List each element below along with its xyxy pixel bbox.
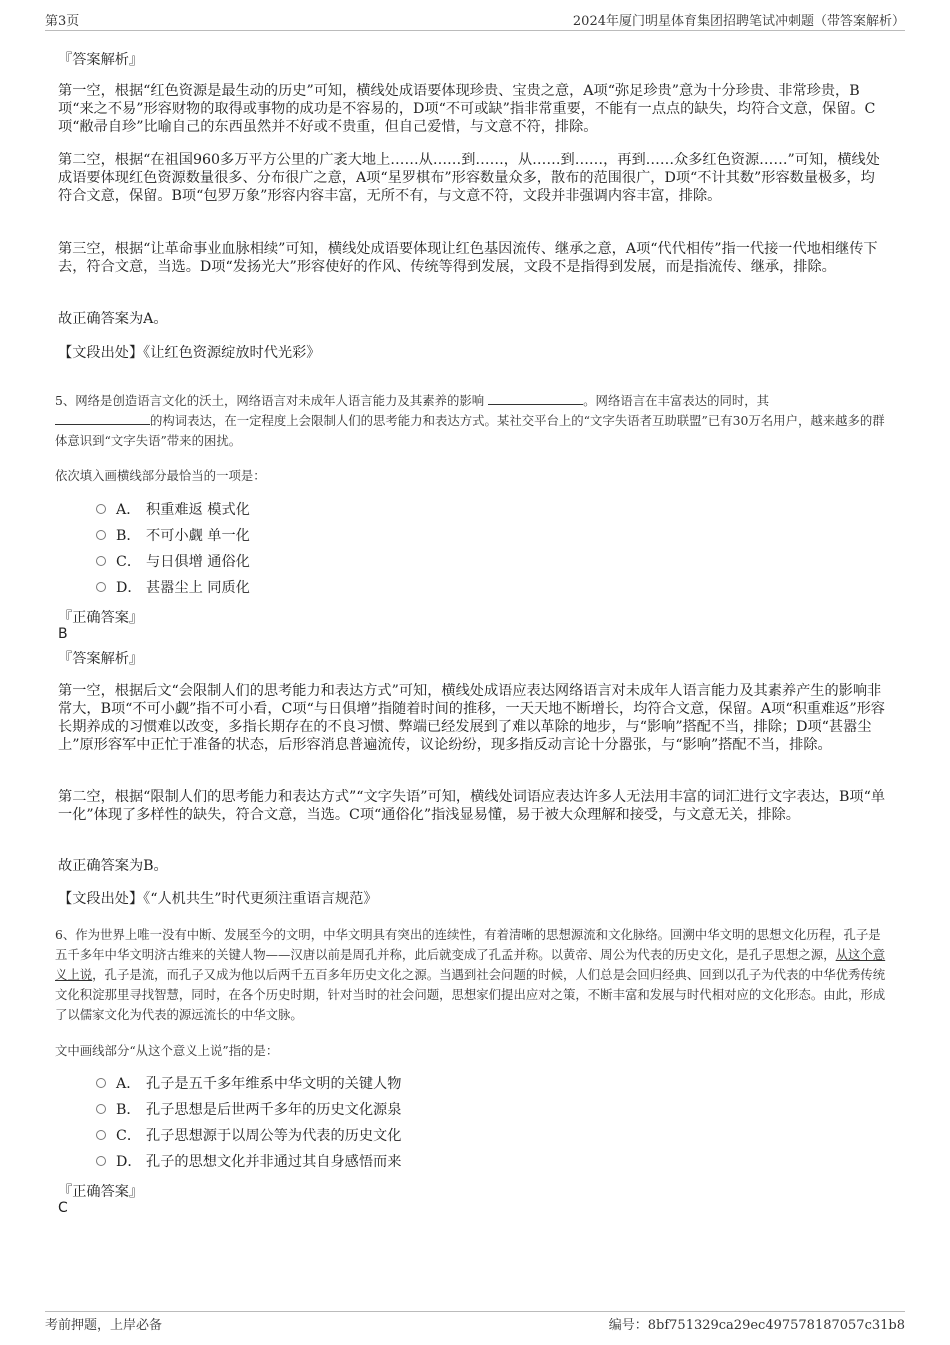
q5-option-b[interactable]: B． 不可小觑 单一化: [96, 527, 250, 545]
q5-correct-label: 『正确答案』: [58, 610, 144, 626]
q4-analysis-p2: 第二空，根据“在祖国960多万平方公里的广袤大地上……从……到……，从……到……，再到……众多红色资源……”可知，横线处成语要体现红色资源数量很多、分布很广之意，A项“星罗棋布”形容数量众多，散布的范围很广，D项“不计其数”形容数量极多，均符合文意，保留。B项“包罗万象”形容内容丰富，无所不有，与文意不符，文段并非强调内容丰富，排除。: [58, 152, 880, 204]
q5-prompt: 依次填入画横线部分最恰当的一项是：: [55, 468, 266, 483]
footer-divider: [45, 1311, 905, 1312]
page-header: [45, 10, 905, 30]
header-divider: [45, 30, 905, 31]
q4-analysis-p3: 第三空，根据“让革命事业血脉相续”可知，横线处成语要体现让红色基因流传、继承之意，A项“代代相传”指一代接一代地相继传下去，符合文意，当选。D项“发扬光大”形容使好的作风、传统等得到发展，文段不是指得到发展，而是指流传、继承，排除。: [58, 241, 878, 275]
q5-blank-2: [55, 412, 150, 425]
q4-analysis-label: 『答案解析』: [58, 52, 144, 68]
q5-analysis-p2: 第二空，根据“限制人们的思考能力和表达方式”“文字失语”可知，横线处词语应表达许多人无法用丰富的词汇进行文字表达，B项“单一化”体现了多样性的缺失，符合文意，当选。C项“通俗化”指浅显易懂，易于被大众理解和接受，与文意无关，排除。: [58, 789, 886, 823]
page-number: 第3页: [45, 14, 80, 29]
q6-option-b[interactable]: B． 孔子思想是后世两千多年的历史文化源泉: [96, 1101, 401, 1119]
document-id: 编号：8bf751329ca29ec497578187057c31b8: [608, 1318, 905, 1333]
radio-icon[interactable]: [96, 1156, 106, 1166]
q5-analysis-label: 『答案解析』: [58, 651, 144, 667]
q6-underlined-phrase: 从这个意义上说: [55, 947, 886, 982]
footer-slogan: 考前押题，上岸必备: [45, 1318, 163, 1333]
q6-correct-label: 『正确答案』: [58, 1184, 144, 1200]
radio-icon[interactable]: [96, 582, 106, 592]
q6-option-a[interactable]: A． 孔子是五千多年维系中华文明的关键人物: [96, 1075, 401, 1093]
radio-icon[interactable]: [96, 1130, 106, 1140]
q5-blank-1: [488, 392, 583, 405]
radio-icon[interactable]: [96, 1104, 106, 1114]
q5-conclusion: 故正确答案为B。: [58, 858, 168, 874]
q4-analysis-p1: 第一空，根据“红色资源是最生动的历史”可知，横线处成语要体现珍贵、宝贵之意，A项“弥足珍贵”意为十分珍贵、非常珍贵，B项“来之不易”形容财物的取得或事物的成功是不容易的，D项“不可或缺”指非常重要，不能有一点点的缺失，均符合文意，保留。C项“敝帚自珍”比喻自己的东西虽然并不好或不贵重，但自己爱惜，与文意不符，排除。: [58, 83, 876, 135]
q6-option-d[interactable]: D． 孔子的思想文化并非通过其自身感悟而来: [96, 1153, 401, 1171]
q6-prompt: 文中画线部分“从这个意义上说”指的是：: [55, 1043, 279, 1058]
q4-source: 【文段出处】《让红色资源绽放时代光彩》: [58, 345, 321, 361]
radio-icon[interactable]: [96, 556, 106, 566]
q5-option-d[interactable]: D． 甚嚣尘上 同质化: [96, 579, 250, 597]
q5-option-a[interactable]: A． 积重难返 模式化: [96, 501, 250, 519]
q5-stem: 5、网络是创造语言文化的沃土，网络语言对未成年人语言能力及其素养的影响 。网络语言在丰富表达的同时，其 的构词表达，在一定程度上会限制人们的思考能力和表达方式。某社交平台上的“文字失语者互助联盟”已有30万名用户，越来越多的群体意识到“文字失语”带来的困扰。: [55, 393, 885, 448]
q5-option-c[interactable]: C． 与日俱增 通俗化: [96, 553, 250, 571]
q5-analysis-p1: 第一空，根据后文“会限制人们的思考能力和表达方式”可知，横线处成语应表达网络语言对未成年人语言能力及其素养产生的影响非常大，B项“不可小觑”指不可小看，C项“与日俱增”指随着时间的推移，一天天地不断增长，均符合文意，保留。A项“积重难返”形容长期养成的习惯难以改变，多指长期存在的不良习惯、弊端已经发展到了难以革除的地步，与“影响”搭配不当，排除；D项“甚嚣尘上”原形容军中正忙于准备的状态，后形容消息普遍流传，议论纷纷，现多指反动言论十分嚣张，与“影响”搭配不当，排除。: [58, 683, 885, 753]
q6-answer: C: [58, 1200, 68, 1216]
radio-icon[interactable]: [96, 1078, 106, 1088]
q5-answer: B: [58, 626, 68, 642]
radio-icon[interactable]: [96, 530, 106, 540]
radio-icon[interactable]: [96, 504, 106, 514]
q5-source: 【文段出处】《“人机共生”时代更须注重语言规范》: [58, 891, 378, 907]
document-title: 2024年厦门明星体育集团招聘笔试冲刺题（带答案解析）: [572, 14, 905, 29]
q4-conclusion: 故正确答案为A。: [58, 311, 168, 327]
q6-option-c[interactable]: C． 孔子思想源于以周公等为代表的历史文化: [96, 1127, 401, 1145]
q6-stem: 6、作为世界上唯一没有中断、发展至今的文明，中华文明具有突出的连续性，有着清晰的思想源流和文化脉络。回溯中华文明的思想文化历程，孔子是五千多年中华文明济古维来的关键人物——汉唐以前是周孔并称，此后就变成了孔孟并称。以黄帝、周公为代表的历史文化，是孔子思想之源，从这个意义上说，孔子是流，而孔子又成为他以后两千五百多年历史文化之源。当遇到社会问题的时候，人们总是会回归经典、回到以孔子为代表的中华优秀传统文化积淀那里寻找智慧，同时，在各个历史时期，针对当时的社会问题，思想家们提出应对之策，不断丰富和发展与时代相对应的文化形态。由此，形成了以儒家文化为代表的源远流长的中华文脉。: [55, 927, 886, 1022]
